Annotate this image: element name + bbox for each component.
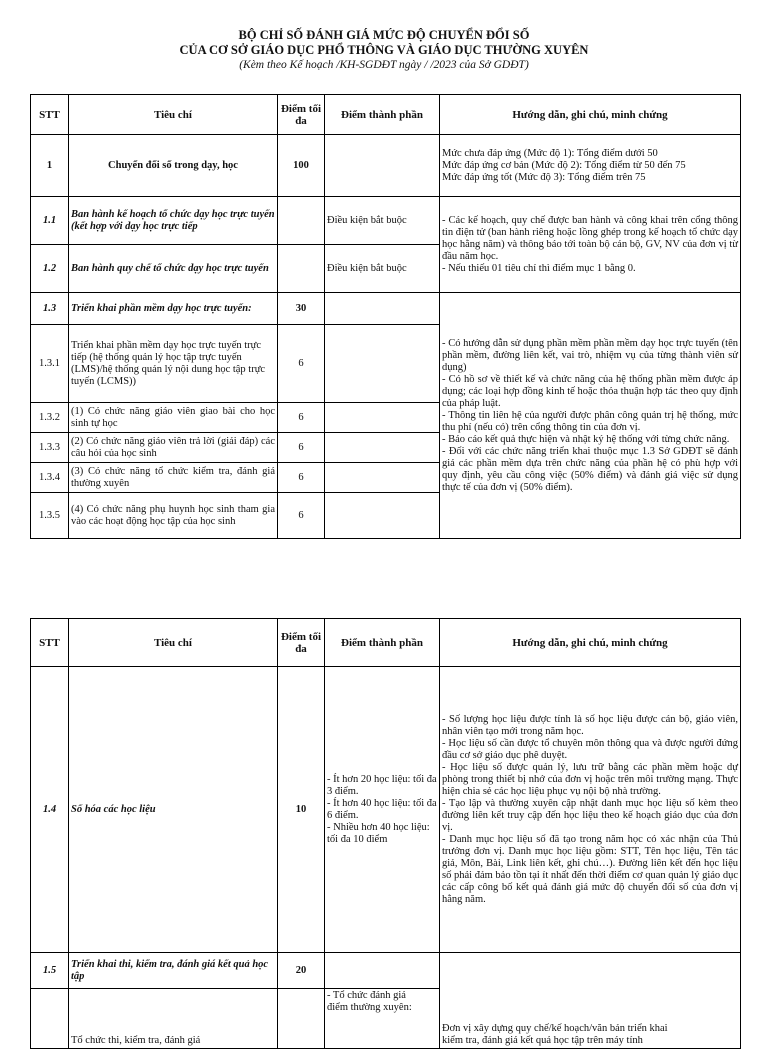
guide-line: - Nếu thiếu 01 tiêu chí thì điểm mục 1 bằng 0. — [442, 262, 636, 274]
criteria-cell: Triển khai thi, kiểm tra, đánh giá kết quả học tập — [69, 953, 278, 989]
component-line: - Nhiều hơn 40 học liệu: tối đa 10 điểm — [327, 821, 430, 845]
guide-line: - Học liệu số cần được tổ chuyên môn thông qua và được người đứng đầu cơ sở giáo dục phê duyệt. — [442, 737, 738, 761]
document-header — [0, 28, 768, 72]
max-score-cell — [278, 197, 325, 245]
guide-line: Mức chưa đáp ứng (Mức độ 1): Tổng điểm dưới 50 — [442, 147, 658, 159]
component-cell — [325, 403, 440, 433]
component-cell — [325, 667, 440, 953]
max-score-cell: 20 — [278, 953, 325, 989]
table-row — [31, 953, 741, 989]
stt-cell: 1.2 — [31, 245, 69, 293]
criteria-cell: Tổ chức thi, kiểm tra, đánh giá — [69, 989, 278, 1049]
criteria-cell: Ban hành kế hoạch tổ chức dạy học trực tuyến (kết hợp với dạy học trực tiếp — [69, 197, 278, 245]
guide-cell — [440, 197, 741, 293]
guide-line: - Thông tin liên hệ của người được phân công quản trị hệ thống, mức thu phí (nếu có) trên cổng thông tin của đơn vị. — [442, 409, 738, 433]
criteria-cell: (2) Có chức năng giáo viên trả lời (giải đáp) các câu hỏi của học sinh — [69, 433, 278, 463]
document-title: BỘ CHỈ SỐ ĐÁNH GIÁ MỨC ĐỘ CHUYỂN ĐỔI SỐ — [238, 28, 530, 42]
document-subtitle: (Kèm theo Kế hoạch /KH-SGDĐT ngày / /2023 của Sở GDĐT) — [239, 59, 529, 71]
stt-cell: 1.4 — [31, 667, 69, 953]
criteria-cell: (1) Có chức năng giáo viên giao bài cho học sinh tự học — [69, 403, 278, 433]
component-cell — [325, 135, 440, 197]
max-score-cell — [278, 245, 325, 293]
guide-line: - Danh mục học liệu số đã tạo trong năm học có xác nhận của Thủ trưởng đơn vị. Danh mục học liệu gồm: STT, Tên học liệu, Tên tác giả, Môn, Bài, Link liên kết, ghi chú…). Đường liên kết đến học liệu số phải đảm bảo tồn tại ít nhất đến thời điểm cơ quan quản lý giáo dục các cấp công bố kết quả đánh giá mức độ chuyển đổi số của đơn vị hằng năm. — [442, 833, 738, 905]
stt-cell: 1.3.1 — [31, 325, 69, 403]
table-row — [31, 293, 741, 325]
stt-cell: 1.3.5 — [31, 493, 69, 539]
stt-cell: 1.3.3 — [31, 433, 69, 463]
table-row — [31, 667, 741, 953]
col-header-stt: STT — [31, 95, 69, 135]
stt-cell: 1.3.4 — [31, 463, 69, 493]
component-cell — [325, 989, 440, 1049]
max-score-cell: 30 — [278, 293, 325, 325]
component-line: điểm thường xuyên: — [327, 1002, 412, 1013]
max-score-cell: 10 — [278, 667, 325, 953]
max-score-cell — [278, 989, 325, 1049]
stt-cell: 1.5 — [31, 953, 69, 989]
guide-line: - Các kế hoạch, quy chế được ban hành và công khai trên cổng thông tin điện tử (ban hành riêng hoặc lồng ghép trong kế hoạch tổ chức dạy học hằng năm) và thông báo tới toàn bộ cán bộ, GV, NV của đơn vị từ đầu năm học. — [442, 214, 738, 262]
guide-line: - Có hồ sơ về thiết kế và chức năng của hệ thống phần mềm được áp dụng; các loại hợp đồng kinh tế hoặc thỏa thuận hợp tác theo quy định của pháp luật. — [442, 373, 738, 409]
max-score-cell: 6 — [278, 463, 325, 493]
guide-line: Đơn vị xây dựng quy chế/kế hoạch/văn bản triển khai — [442, 1023, 668, 1034]
max-score-cell: 100 — [278, 135, 325, 197]
guide-line: - Có hướng dẫn sử dụng phần mềm phần mềm dạy học trực tuyến (tên phần mềm, đường liên kết, vai trò, nhiệm vụ của từng thành viên sử dụng) — [442, 337, 738, 373]
guide-line: - Số lượng học liệu được tính là số học liệu được cán bộ, giáo viên, nhân viên tạo mới trong năm học. — [442, 713, 738, 737]
table-header-row — [31, 95, 741, 135]
criteria-cell: Triển khai phần mềm dạy học trực tuyến: — [69, 293, 278, 325]
guide-line: - Tạo lập và thường xuyên cập nhật danh mục học liệu số kèm theo đường liên kết truy cập đến học liệu theo kế hoạch giáo dục của đơn vị. — [442, 797, 738, 833]
guide-cell — [440, 293, 741, 539]
table-row — [31, 197, 741, 245]
col-header-max-score: Điểm tối đa — [278, 619, 325, 667]
component-cell — [325, 463, 440, 493]
component-cell: Điều kiện bắt buộc — [325, 197, 440, 245]
guide-line: kiểm tra, đánh giá kết quả học tập trên máy tính — [442, 1035, 643, 1046]
criteria-cell: Triển khai phần mềm dạy học trực tuyến trực tiếp (hệ thống quản lý học tập trực tuyến (LMS)/hệ thống quản lý nội dung học tập trực tuyến (LCMS)) — [69, 325, 278, 403]
max-score-cell: 6 — [278, 403, 325, 433]
table-header-row — [31, 619, 741, 667]
col-header-criteria: Tiêu chí — [69, 619, 278, 667]
criteria-table-2 — [30, 618, 741, 1049]
criteria-table-1 — [30, 94, 741, 539]
criteria-cell: Ban hành quy chế tổ chức dạy học trực tuyến — [69, 245, 278, 293]
component-cell — [325, 953, 440, 989]
max-score-cell: 6 — [278, 325, 325, 403]
col-header-guide: Hướng dẫn, ghi chú, minh chứng — [440, 95, 741, 135]
guide-line: - Báo cáo kết quả thực hiện và nhật ký hệ thống với từng chức năng. — [442, 433, 730, 445]
col-header-guide: Hướng dẫn, ghi chú, minh chứng — [440, 619, 741, 667]
guide-cell — [440, 667, 741, 953]
component-cell — [325, 433, 440, 463]
max-score-cell: 6 — [278, 433, 325, 463]
max-score-cell: 6 — [278, 493, 325, 539]
component-cell — [325, 293, 440, 325]
guide-line: - Học liệu số được quản lý, lưu trữ bằng các phần mềm hoặc dự phòng trong thiết bị nhớ của đơn vị hoặc trên môi trường mạng. Thực hiện chia sẻ các học liệu phục vụ nội bộ nhà trường. — [442, 761, 738, 797]
component-cell: Điều kiện bắt buộc — [325, 245, 440, 293]
criteria-cell: (4) Có chức năng phụ huynh học sinh tham gia vào các hoạt động học tập của học sinh — [69, 493, 278, 539]
table-row — [31, 135, 741, 197]
guide-line: - Đối với các chức năng triển khai thuộc mục 1.3 Sở GDĐT sẽ đánh giá các phần mềm dựa trên chức năng của phần hệ có phù hợp với quy định, yêu cầu công việc (50% điểm) và đánh giá việc sử dụng thực tế của đơn vị (50% điểm). — [442, 445, 738, 493]
guide-line: Mức đáp ứng tốt (Mức độ 3): Tổng điểm trên 75 — [442, 171, 646, 183]
component-cell — [325, 325, 440, 403]
stt-cell: 1 — [31, 135, 69, 197]
stt-cell: 1.1 — [31, 197, 69, 245]
col-header-criteria: Tiêu chí — [69, 95, 278, 135]
stt-cell: 1.3 — [31, 293, 69, 325]
criteria-cell: (3) Có chức năng tổ chức kiểm tra, đánh giá thường xuyên — [69, 463, 278, 493]
col-header-stt: STT — [31, 619, 69, 667]
col-header-component: Điểm thành phần — [325, 619, 440, 667]
document-title-line2: CỦA CƠ SỞ GIÁO DỤC PHỔ THÔNG VÀ GIÁO DỤC THƯỜNG XUYÊN — [179, 43, 589, 57]
col-header-component: Điểm thành phần — [325, 95, 440, 135]
col-header-max-score: Điểm tối đa — [278, 95, 325, 135]
component-cell — [325, 493, 440, 539]
component-line: - Ít hơn 20 học liệu: tối đa 3 điểm. — [327, 773, 437, 797]
guide-cell — [440, 953, 741, 1049]
criteria-cell: Chuyển đổi số trong dạy, học — [69, 135, 278, 197]
guide-cell — [440, 135, 741, 197]
component-line: - Ít hơn 40 học liệu: tối đa 6 điểm. — [327, 797, 437, 821]
component-line: - Tổ chức đánh giá — [327, 990, 406, 1001]
guide-line: Mức đáp ứng cơ bản (Mức độ 2): Tổng điểm từ 50 đến 75 — [442, 159, 686, 171]
criteria-cell: Số hóa các học liệu — [69, 667, 278, 953]
stt-cell — [31, 989, 69, 1049]
stt-cell: 1.3.2 — [31, 403, 69, 433]
